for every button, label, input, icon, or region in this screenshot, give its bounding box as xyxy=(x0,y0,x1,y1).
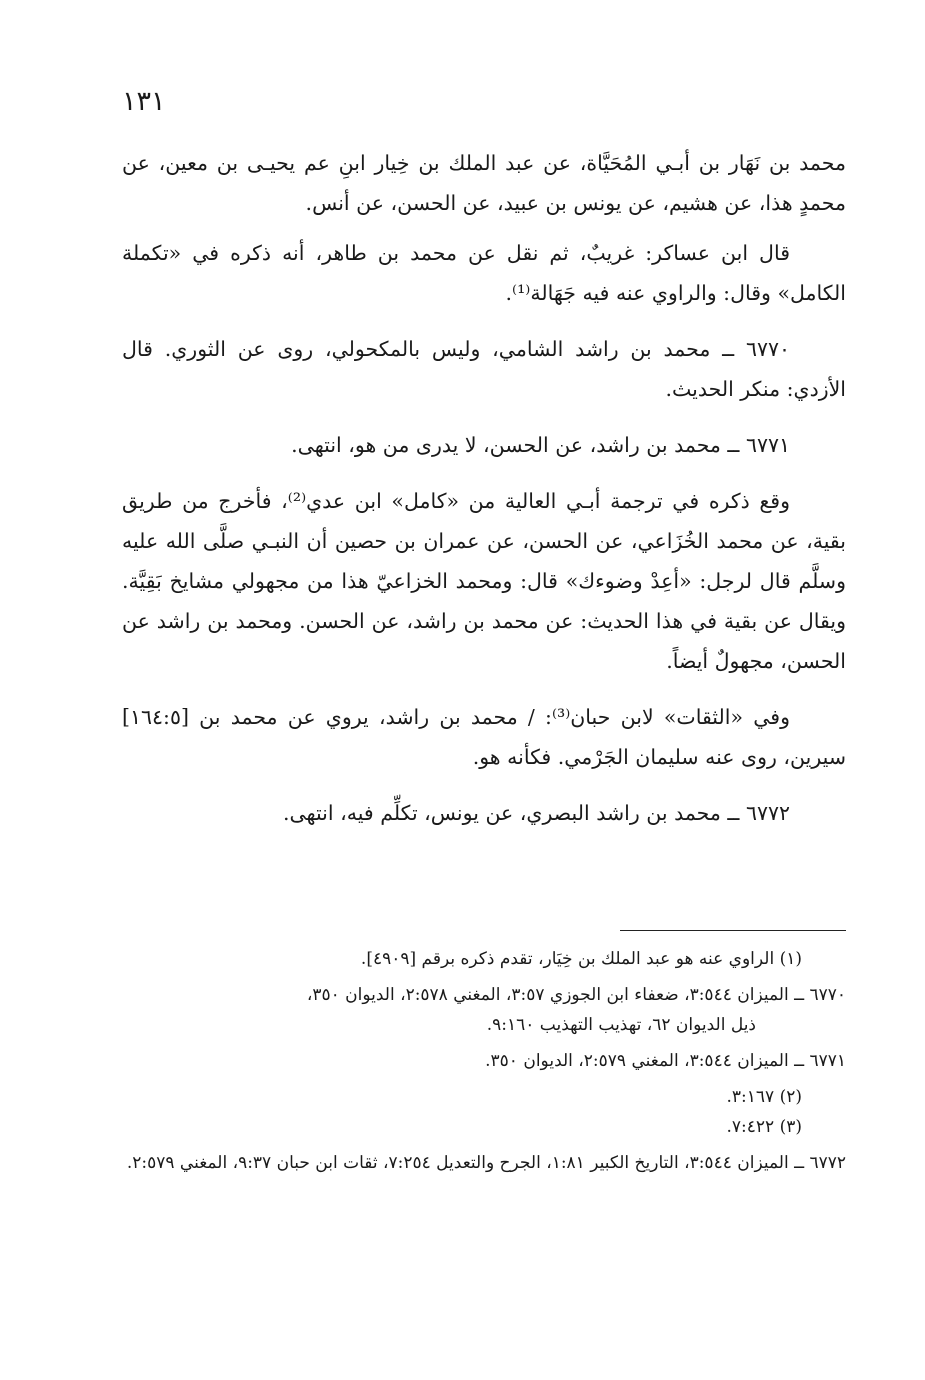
paragraph-thiqat: وفي «الثقات» لابن حبان⁽³⁾: / محمد بن راشد، يروي عن محمد بن [١٦٤:٥] سيرين، روى عنه سليمان الجَرْمي. فكأنه هو. xyxy=(122,705,846,769)
footnote-1: (١) الراوي عنه هو عبد الملك بن خِيَار، تقدم ذكره برقم [٤٩٠٩]. xyxy=(360,949,802,969)
footnote-ref-6770-continued: ذيل الديوان ٦٢، تهذيب التهذيب ٩:١٦٠. xyxy=(486,1015,756,1035)
footnote-ref-6770: ٦٧٧٠ ــ الميزان ٣:٥٤٤، ضعفاء ابن الجوزي ٣:٥٧، المغني ٢:٥٧٨، الديوان ٣٥٠، xyxy=(306,985,846,1005)
footnote-ref-6772: ٦٧٧٢ ــ الميزان ٣:٥٤٤، التاريخ الكبير ١:٨١، الجرح والتعديل ٧:٢٥٤، ثقات ابن حبان ٩:٣٧، المغني ٢:٥٧٩. xyxy=(126,1153,846,1173)
paragraph-kamil: وقع ذكره في ترجمة أبـي العالية من «كامل» ابن عدي⁽²⁾، فأخرج من طريق بقية، عن محمد الخُزَاعي، عن الحسن، عن عمران بن حصين أن النبـي صلَّى الله عليه وسلَّم قال لرجل: «أعِدْ وضوءك» قال: ومحمد الخزاعيّ هذا من مجهولي مشايخ بَقِيَّة. ويقال عن بقية في هذا الحديث: عن محمد بن راشد، عن الحسن. ومحمد بن راشد عن الحسن، مجهولٌ أيضاً. xyxy=(122,489,846,673)
book-page xyxy=(122,0,846,1380)
entry-6772: ٦٧٧٢ ــ محمد بن راشد البصري، عن يونس، تكلِّم فيه، انتهى. xyxy=(282,801,790,825)
footnotes xyxy=(122,944,846,1184)
page-number: ١٣١ xyxy=(122,86,166,117)
footnote-ref-6771: ٦٧٧١ ــ الميزان ٣:٥٤٤، المغني ٢:٥٧٩، الديوان ٣٥٠. xyxy=(485,1051,846,1071)
paragraph-ibn-asakir: قال ابن عساكر: غريبٌ، ثم نقل عن محمد بن طاهر، أنه ذكره في «تكملة الكامل» وقال: والراوي عنه فيه جَهَالة⁽¹⁾. xyxy=(122,241,846,305)
footnote-3: (٣) ٧:٤٢٢. xyxy=(726,1117,802,1137)
footnote-divider xyxy=(620,930,846,931)
main-text xyxy=(122,143,846,849)
footnote-2: (٢) ٣:١٦٧. xyxy=(726,1087,802,1107)
paragraph-continuation: محمد بن نَهَار بن أبـي المُحَيَّاة، عن عبد الملك بن خِيار ابنِ عم يحيـى بن معين، عن محمدٍ هذا، عن هشيم، عن يونس بن عبيد، عن الحسن، عن أنس. xyxy=(122,151,846,215)
entry-6771: ٦٧٧١ ــ محمد بن راشد، عن الحسن، لا يدرى من هو، انتهى. xyxy=(291,433,790,457)
entry-6770: ٦٧٧٠ ــ محمد بن راشد الشامي، وليس بالمكحولي، روى عن الثوري. قال الأزدي: منكر الحديث. xyxy=(122,337,846,401)
